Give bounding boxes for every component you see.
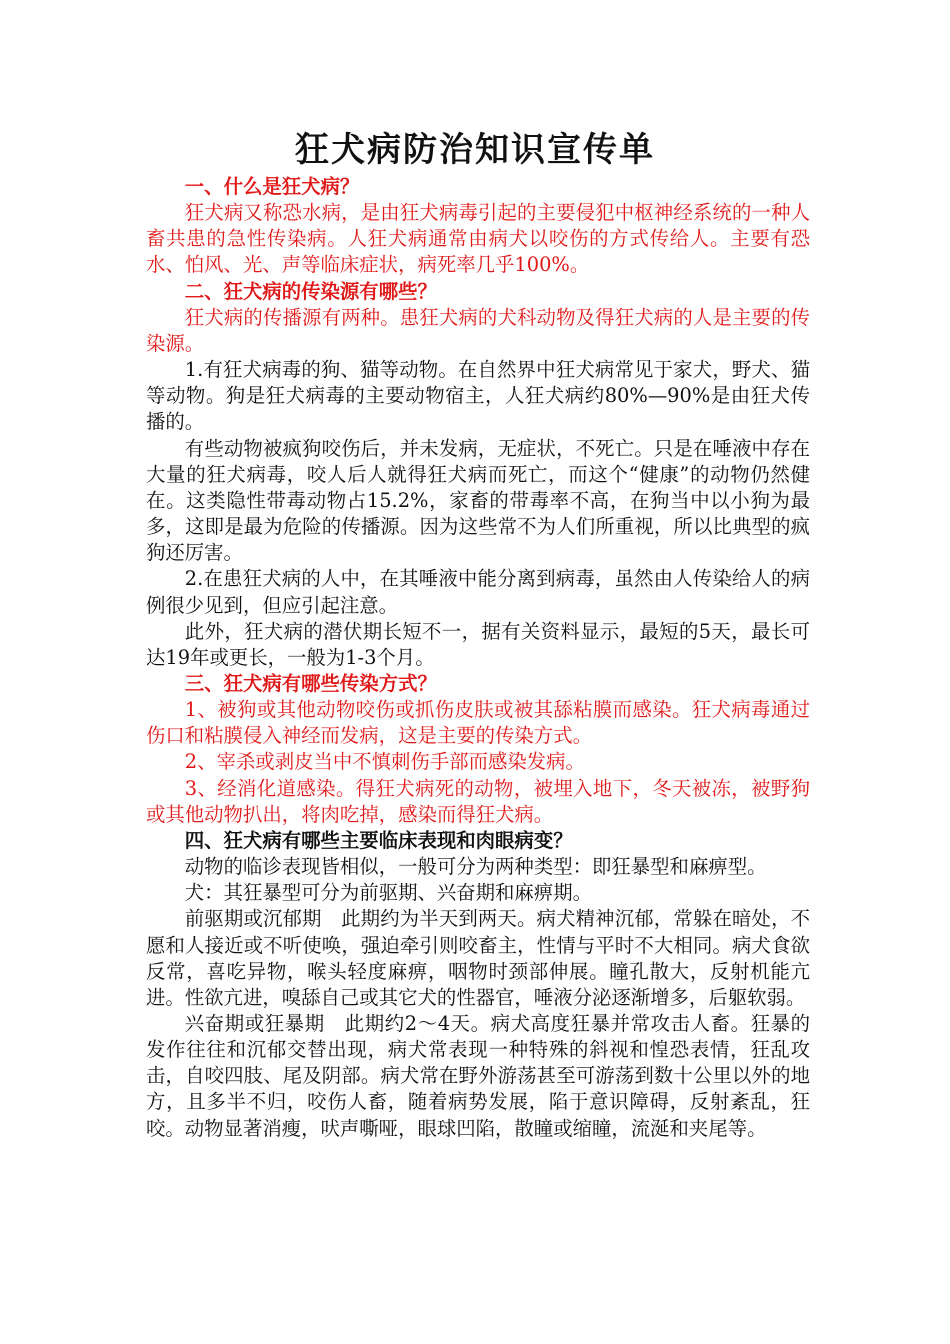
section-3-paragraph: 1、被狗或其他动物咬伤或抓伤皮肤或被其舔粘膜而感染。狂犬病毒通过伤口和粘膜侵入神经而发病，这是主要的传染方式。 xyxy=(146,698,810,748)
section-3-heading: 三、狂犬病有哪些传染方式？ xyxy=(184,671,437,695)
section-2-paragraph: 2.在患狂犬病的人中，在其唾液中能分离到病毒，虽然由人传染给人的病例很少见到，但应引起注意。 xyxy=(146,567,810,617)
section-4-paragraph: 犬：其狂暴型可分为前驱期、兴奋期和麻痹期。 xyxy=(184,881,592,905)
section-2-heading: 二、狂犬病的传染源有哪些？ xyxy=(184,279,437,303)
section-4-paragraph: 动物的临诊表现皆相似，一般可分为两种类型：即狂暴型和麻痹型。 xyxy=(184,855,767,879)
document-body xyxy=(146,174,810,1142)
section-2-paragraph: 1.有狂犬病毒的狗、猫等动物。在自然界中狂犬病常见于家犬，野犬、猫等动物。狗是狂犬病毒的主要动物宿主，人狂犬病约80%—90%是由狂犬传播的。 xyxy=(146,358,810,434)
section-1-heading: 一、什么是狂犬病？ xyxy=(184,175,360,198)
section-2-paragraph: 此外，狂犬病的潜伏期长短不一，据有关资料显示，最短的5天，最长可达19年或更长，一般为1-3个月。 xyxy=(146,619,810,669)
section-4-paragraph: 前驱期或沉郁期 此期约为半天到两天。病犬精神沉郁，常躲在暗处，不愿和人接近或不听使唤，强迫牵引则咬畜主，性情与平时不大相同。病犬食欲反常，喜吃异物，喉头轻度麻痹，咽物时颈部伸展。瞳孔散大，反射机能亢进。性欲亢进，嗅舔自己或其它犬的性器官，唾液分泌逐渐增多，后躯软弱。 xyxy=(146,907,810,1009)
section-3-paragraph: 2、宰杀或剥皮当中不慎刺伤手部而感染发病。 xyxy=(184,750,585,774)
section-4-heading: 四、狂犬病有哪些主要临床表现和肉眼病变？ xyxy=(184,828,573,852)
section-2-paragraph: 狂犬病的传播源有两种。患狂犬病的犬科动物及得狂犬病的人是主要的传染源。 xyxy=(146,305,810,355)
section-1-paragraph: 狂犬病又称恐水病，是由狂犬病毒引起的主要侵犯中枢神经系统的一种人畜共患的急性传染病。人狂犬病通常由病犬以咬伤的方式传给人。主要有恐水、怕风、光、声等临床症状，病死率几乎100%。 xyxy=(146,201,810,277)
section-2-paragraph: 有些动物被疯狗咬伤后，并未发病，无症状，不死亡。只是在唾液中存在大量的狂犬病毒，咬人后人就得狂犬病而死亡，而这个“健康”的动物仍然健在。这类隐性带毒动物占15.2%，家畜的带毒率不高，在狗当中以小狗为最多，这即是最为危险的传播源。因为这些常不为人们所重视，所以比典型的疯狗还厉害。 xyxy=(146,436,810,565)
section-4-paragraph: 兴奋期或狂暴期 此期约2～4天。病犬高度狂暴并常攻击人畜。狂暴的发作往往和沉郁交替出现，病犬常表现一种特殊的斜视和惶恐表情，狂乱攻击，自咬四肢、尾及阴部。病犬常在野外游荡甚至可游荡到数十公里以外的地方，且多半不归，咬伤人畜，随着病势发展，陷于意识障碍，反射紊乱，狂咬。动物显著消瘦，吠声嘶哑，眼球凹陷，散瞳或缩瞳，流涎和夹尾等。 xyxy=(146,1012,810,1140)
section-3-paragraph: 3、经消化道感染。得狂犬病死的动物，被埋入地下，冬天被冻，被野狗或其他动物扒出，将肉吃掉，感染而得狂犬病。 xyxy=(146,776,810,826)
document-title: 狂犬病防治知识宣传单 xyxy=(295,130,655,170)
